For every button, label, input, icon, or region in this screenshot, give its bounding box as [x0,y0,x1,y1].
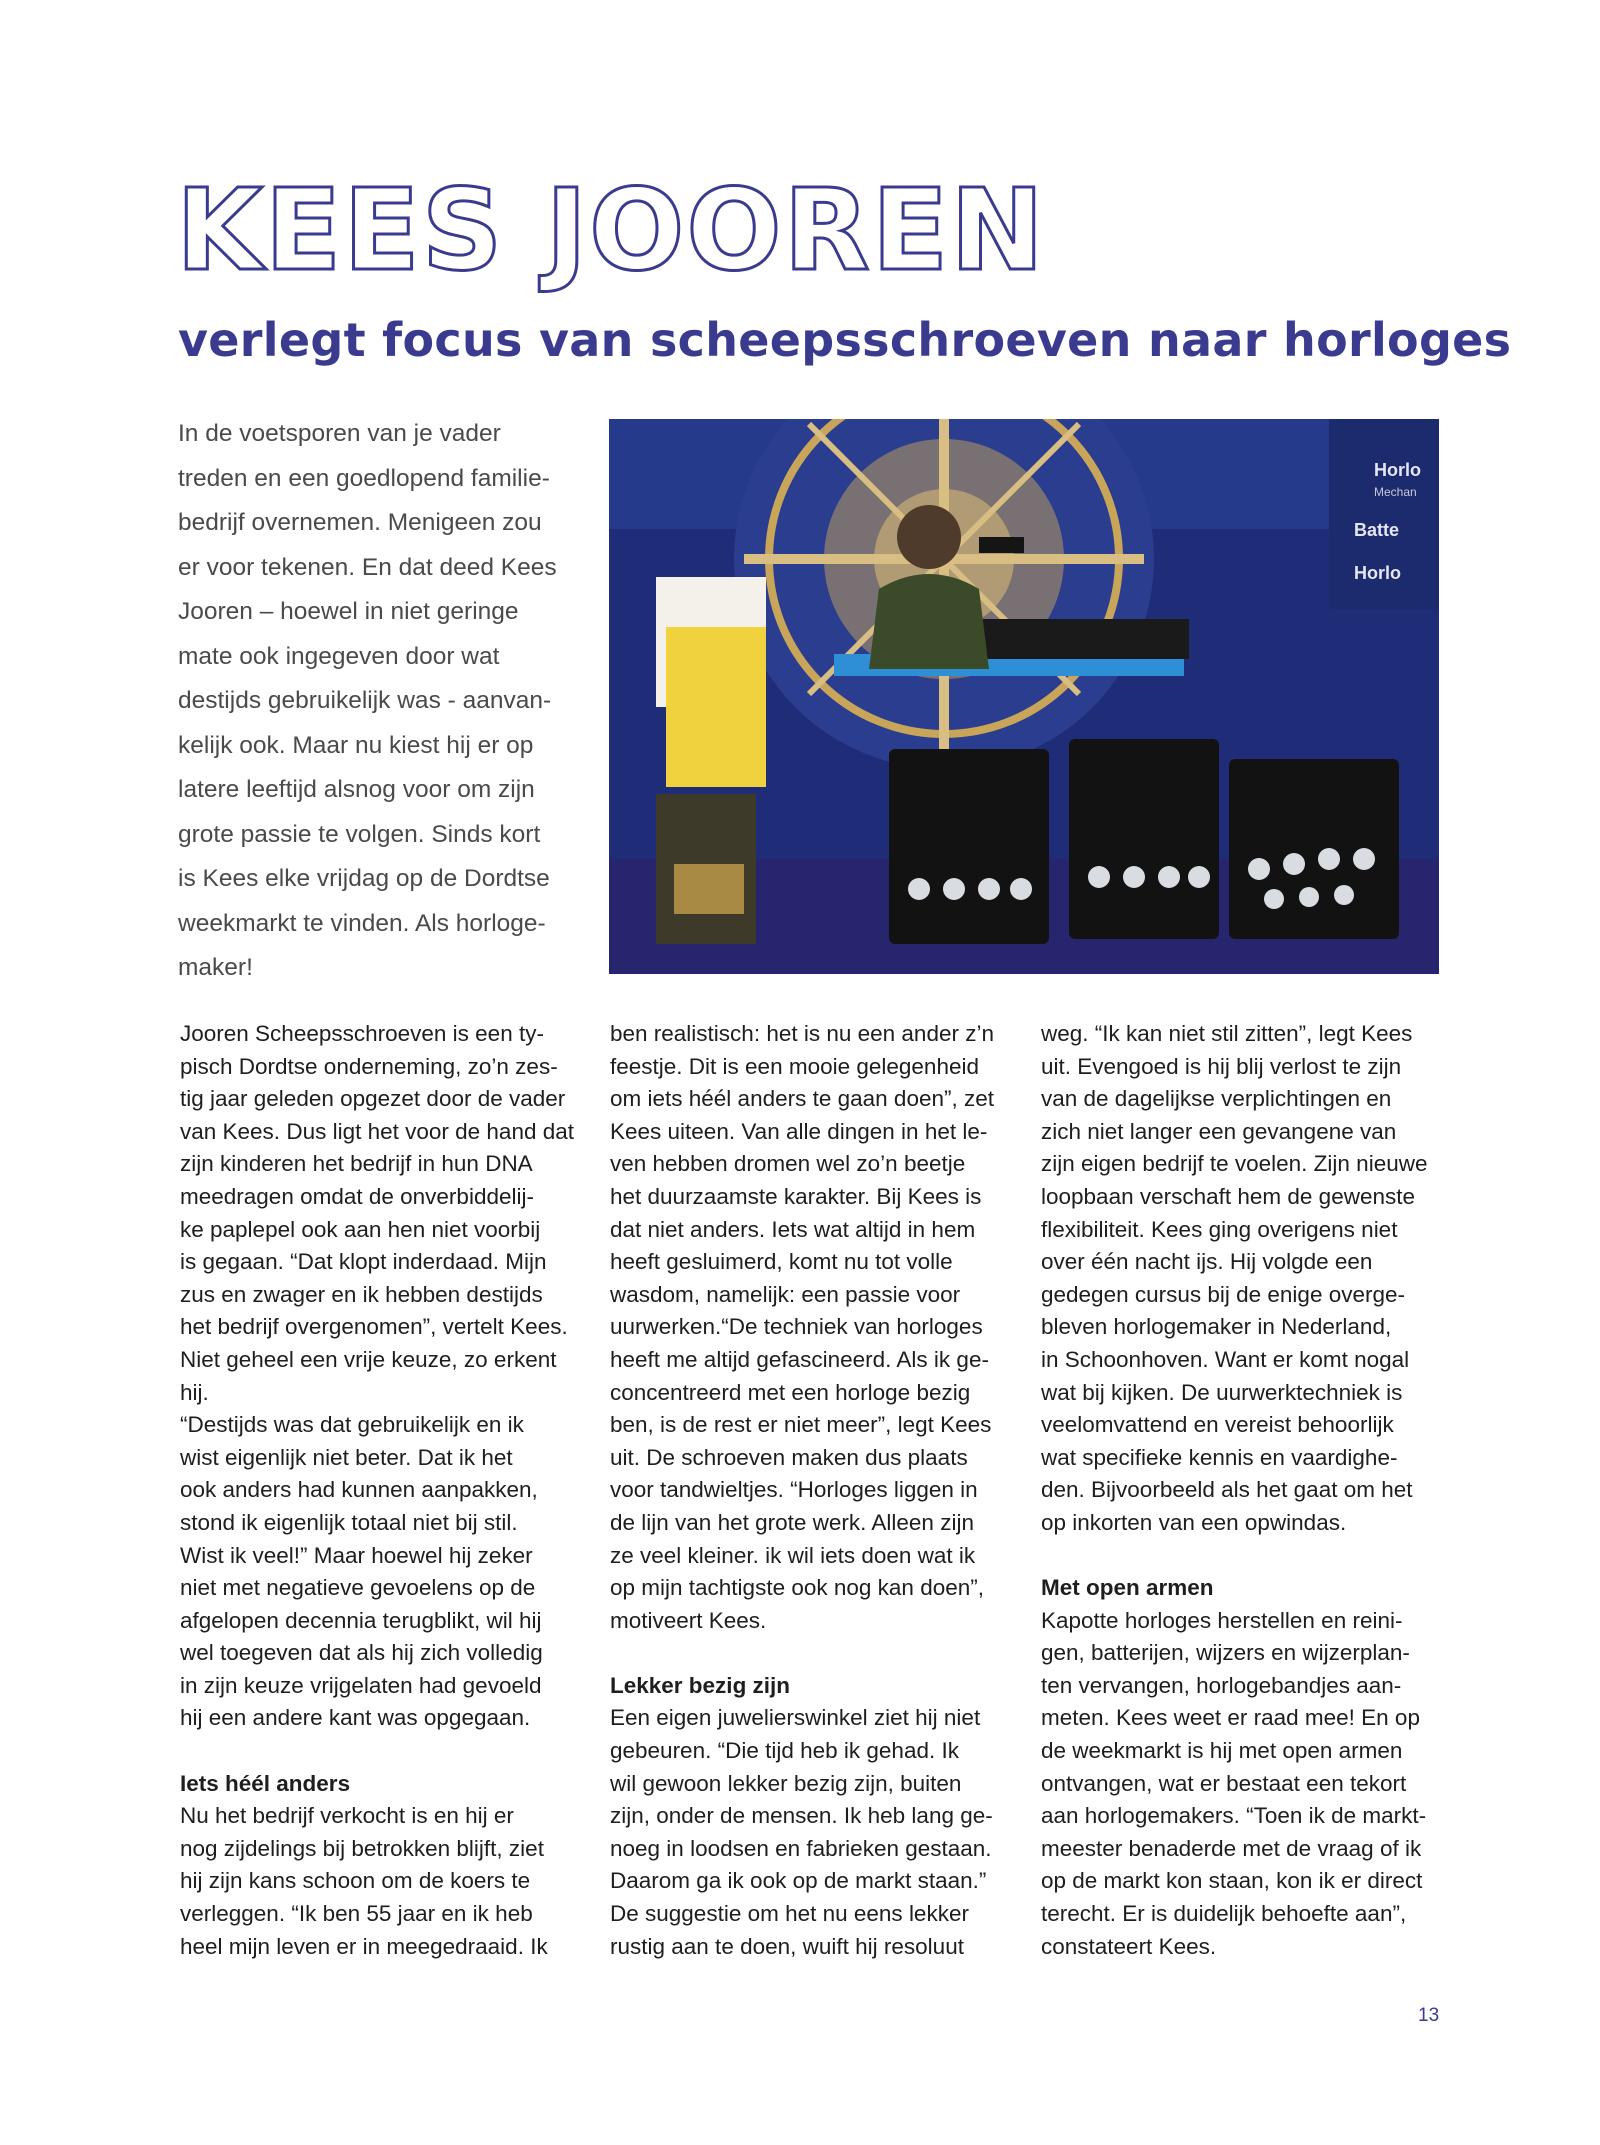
body-line: Jooren Scheepsschroeven is een ty- [180,1021,544,1046]
body-line: het duurzaamste karakter. Bij Kees is [610,1183,982,1209]
body-line: ben, is de rest er niet meer”, legt Kees [610,1412,992,1438]
intro-line: maker! [178,954,253,981]
body-line: hij een andere kant was opgegaan. [180,1705,531,1731]
body-line: het bedrijf overgenomen”, vertelt Kees. [180,1314,568,1340]
body-line: zijn eigen bedrijf te voelen. Zijn nieuwe [1041,1151,1428,1177]
body-line: zus en zwager en ik hebben destijds [180,1281,543,1307]
body-line: hij zijn kans schoon om de koers te [180,1868,531,1894]
body-line: Niet geheel een vrije keuze, zo erkent [180,1346,557,1372]
body-line: Kapotte horloges herstellen en reini- [1041,1607,1403,1633]
body-line: uit. Evengoed is hij blij verlost te zijn [1041,1053,1402,1079]
body-line: zich niet langer een gevangene van [1041,1118,1397,1144]
article-subtitle: verlegt focus van scheepsschroeven naar horloges [178,313,1512,367]
body-line: in Schoonhoven. Want er komt nogal [1041,1346,1410,1372]
intro-line: Jooren – hoewel in niet geringe [178,598,519,625]
body-line: hij. [180,1379,209,1405]
intro-line: treden en een goedlopend familie- [178,464,550,492]
body-line: wel toegeven dat als hij zich volledig [180,1640,543,1666]
intro-line: weekmarkt te vinden. Als horloge- [178,909,546,937]
body-line: feestje. Dit is een mooie gelegenheid [610,1053,979,1079]
body-line: wat specifieke kennis en vaardighe- [1041,1444,1398,1470]
body-line: meedragen omdat de onverbiddelij- [180,1183,534,1209]
body-line: gen, batterijen, wijzers en wijzerplan- [1041,1640,1410,1666]
body-line: wasdom, namelijk: een passie voor [610,1281,961,1307]
body-line: ook anders had kunnen aanpakken, [180,1477,538,1503]
body-line: den. Bijvoorbeeld als het gaat om het [1041,1477,1413,1503]
body-column-2 [610,1018,1010,1963]
paragraph-gap [610,1637,1010,1670]
body-line: ten vervangen, horlogebandjes aan- [1041,1672,1402,1698]
body-line: ben realistisch: het is nu een ander z’n [610,1021,994,1046]
body-line: over één nacht ijs. Hij volgde een [1041,1249,1373,1275]
body-line: heeft gesluimerd, komt nu tot volle [610,1249,953,1275]
body-line: weg. “Ik kan niet stil zitten”, legt Kees [1041,1021,1413,1046]
body-line: in zijn keuze vrijgelaten had gevoeld [180,1672,542,1698]
body-column-1 [180,1018,580,1963]
body-line: veelomvattend en vereist behoorlijk [1041,1412,1394,1438]
body-line: zijn kinderen het bedrijf in hun DNA [180,1151,533,1177]
body-column-3 [1041,1018,1441,1963]
body-line: Nu het bedrijf verkocht is en hij er [180,1803,514,1829]
body-line: noeg in loodsen en fabrieken gestaan. [610,1835,992,1861]
body-line: niet met negatieve gevoelens op de [180,1575,536,1601]
body-line: rustig aan te doen, wuift hij resoluut [610,1933,964,1959]
body-line: is gegaan. “Dat klopt inderdaad. Mijn [180,1249,547,1275]
body-line: de lijn van het grote werk. Alleen zijn [610,1509,974,1535]
intro-line: is Kees elke vrijdag op de Dordtse [178,865,550,892]
body-line: Een eigen juwelierswinkel ziet hij niet [610,1705,981,1731]
body-line: wat bij kijken. De uurwerktechniek is [1041,1379,1403,1405]
banner-text-1: Horlo [1374,460,1421,480]
body-line: heel mijn leven er in meegedraaid. Ik [180,1933,548,1959]
intro-line: In de voetsporen van je vader [178,420,501,447]
body-line: motiveert Kees. [610,1607,767,1633]
body-line: gedegen cursus bij de enige overge- [1041,1281,1405,1307]
section-heading: Lekker bezig zijn [610,1672,791,1698]
intro-line: kelijk ook. Maar nu kiest hij er op [178,731,534,759]
body-line: meten. Kees weet er raad mee! En op [1041,1705,1420,1731]
body-line: flexibiliteit. Kees ging overigens niet [1041,1216,1398,1242]
body-line: terecht. Er is duidelijk behoefte aan”, [1041,1901,1407,1927]
banner-text-4: Horlo [1354,563,1401,583]
body-line: wist eigenlijk niet beter. Dat ik het [180,1444,513,1470]
body-line: gebeuren. “Die tijd heb ik gehad. Ik [610,1738,959,1764]
intro-line: er voor tekenen. En dat deed Kees [178,553,557,581]
intro-paragraph [178,412,578,991]
body-line: dat niet anders. Iets wat altijd in hem [610,1216,976,1242]
body-line: “Destijds was dat gebruikelijk en ik [180,1412,524,1438]
body-line: stond ik eigenlijk totaal niet bij stil. [180,1509,518,1535]
body-line: nog zijdelings bij betrokken blijft, ziet [180,1835,544,1861]
body-line: op mijn tachtigste ook nog kan doen”, [610,1575,984,1601]
body-line: van Kees. Dus ligt het voor de hand dat [180,1118,575,1144]
body-line: loopbaan verschaft hem de gewenste [1041,1183,1415,1209]
section-heading: Met open armen [1041,1575,1214,1601]
body-line: Kees uiteen. Van alle dingen in het le- [610,1118,988,1144]
body-line: op de markt kon staan, kon ik er direct [1041,1868,1423,1894]
body-line: De suggestie om het nu eens lekker [610,1901,969,1927]
body-line: aan horlogemakers. “Toen ik de markt- [1041,1803,1427,1829]
body-line: uit. De schroeven maken dus plaats [610,1444,968,1470]
body-line: verleggen. “Ik ben 55 jaar en ik heb [180,1901,533,1927]
body-line: Daarom ga ik ook op de markt staan.” [610,1868,987,1894]
page-number: 13 [1418,2005,1440,2026]
body-line: ke paplepel ook aan hen niet voorbij [180,1216,541,1242]
market-stall-photo [609,419,1439,974]
body-line: ontvangen, wat er bestaat een tekort [1041,1770,1407,1796]
body-line: ven hebben dromen wel zo’n beetje [610,1151,966,1177]
body-line: meester benaderde met de vraag of ik [1041,1835,1422,1861]
intro-line: bedrijf overnemen. Menigeen zou [178,509,542,536]
body-line: om iets héél anders te gaan doen”, zet [610,1086,994,1112]
body-line: pisch Dordtse onderneming, zo’n zes- [180,1053,558,1079]
banner-text-2: Mechan [1374,485,1417,499]
body-line: voor tandwieltjes. “Horloges liggen in [610,1477,978,1503]
intro-line: latere leeftijd alsnog voor om zijn [178,776,535,803]
body-line: constateert Kees. [1041,1933,1217,1959]
body-line: bleven horlogemaker in Nederland, [1041,1314,1392,1340]
section-heading: Iets héél anders [180,1770,351,1796]
body-line: op inkorten van een opwindas. [1041,1509,1347,1535]
body-line: van de dagelijkse verplichtingen en [1041,1086,1392,1112]
body-line: zijn, onder de mensen. Ik heb lang ge- [610,1803,993,1829]
body-line: uurwerken.“De techniek van horloges [610,1314,983,1340]
body-line: Wist ik veel!” Maar hoewel hij zeker [180,1542,533,1568]
body-line: afgelopen decennia terugblikt, wil hij [180,1607,542,1633]
body-line: ze veel kleiner. ik wil iets doen wat ik [610,1542,976,1568]
banner-text-3: Batte [1354,520,1400,540]
body-line: tig jaar geleden opgezet door de vader [180,1086,566,1112]
article-title: KEES JOOREN [176,166,1047,296]
body-line: heeft me altijd gefascineerd. Als ik ge- [610,1346,989,1372]
intro-line: destijds gebruikelijk was - aanvan- [178,687,552,714]
body-line: concentreerd met een horloge bezig [610,1379,971,1405]
paragraph-gap [1041,1540,1441,1573]
intro-line: grote passie te volgen. Sinds kort [178,820,541,848]
photo-illustration [609,419,1439,974]
paragraph-gap [180,1735,580,1768]
body-line: wil gewoon lekker bezig zijn, buiten [610,1770,962,1796]
intro-line: mate ook ingegeven door wat [178,642,500,670]
body-line: de weekmarkt is hij met open armen [1041,1738,1403,1764]
